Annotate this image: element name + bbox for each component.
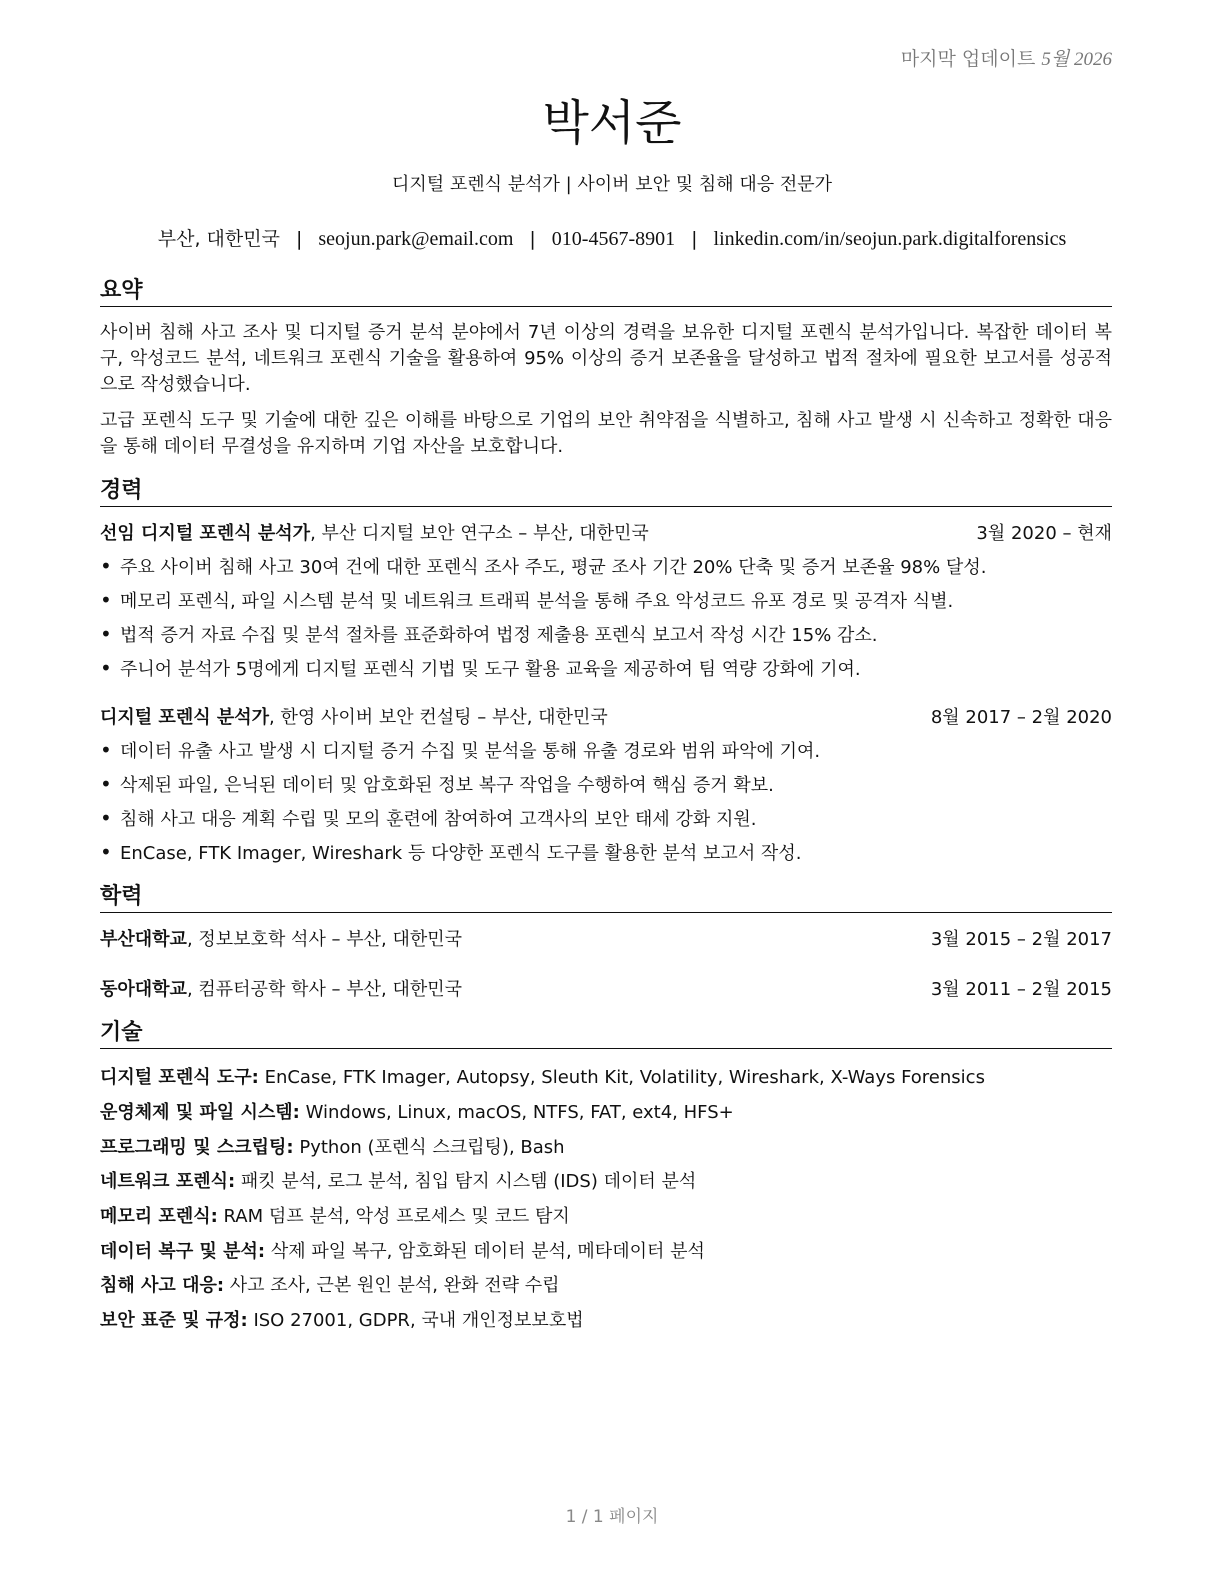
job-bullet	[100, 554, 1112, 580]
skill-line	[100, 1205, 1112, 1229]
job-bullet	[100, 622, 1112, 648]
skills-heading: 기술	[100, 1020, 1112, 1049]
bullet-text: 주니어 분석가 5명에게 디지털 포렌식 기법 및 도구 활용 교육을 제공하여 팀 역량 강화에 기여.	[120, 659, 861, 680]
skill-value: 사고 조사, 근본 원인 분석, 완화 전략 수립	[224, 1275, 560, 1296]
job-role: 선임 디지털 포렌식 분석가	[100, 523, 311, 544]
job-header	[100, 706, 1112, 730]
experience-heading: 경력	[100, 478, 1112, 507]
contact-line	[0, 224, 1224, 251]
bullet-icon: •	[100, 806, 112, 830]
job-bullet	[100, 738, 1112, 764]
skill-value: Python (포렌식 스크립팅), Bash	[293, 1137, 565, 1158]
separator: |	[295, 228, 303, 250]
skill-line	[100, 1101, 1112, 1125]
bullet-icon: •	[100, 738, 112, 762]
contact-email[interactable]: seojun.park@email.com	[318, 228, 514, 250]
skill-value: ISO 27001, GDPR, 국내 개인정보보호법	[247, 1310, 584, 1331]
education-item	[100, 928, 1112, 952]
skill-line	[100, 1309, 1112, 1333]
last-updated	[901, 44, 1112, 71]
tagline: 디지털 포렌식 분석가 | 사이버 보안 및 침해 대응 전문가	[391, 174, 833, 195]
job-org: , 부산 디지털 보안 연구소 – 부산, 대한민국	[310, 523, 649, 544]
education-item	[100, 978, 1112, 1002]
skill-label: 침해 사고 대응:	[100, 1275, 225, 1296]
bullet-text: 법적 증거 자료 수집 및 분석 절차를 표준화하여 법정 제출용 포렌식 보고서 작성 시간 15% 감소.	[120, 625, 878, 646]
skill-label: 운영체제 및 파일 시스템:	[100, 1102, 300, 1123]
contact-location: 부산, 대한민국	[157, 228, 280, 250]
bullet-text: 삭제된 파일, 은닉된 데이터 및 암호화된 정보 복구 작업을 수행하여 핵심 증거 확보.	[120, 775, 774, 796]
bullet-icon: •	[100, 622, 112, 646]
education-dates: 3월 2015 – 2월 2017	[930, 929, 1112, 950]
last-updated-date: 5월 2026	[1041, 49, 1112, 70]
bullet-icon: •	[100, 554, 112, 578]
bullet-text: 침해 사고 대응 계획 수립 및 모의 훈련에 참여하여 고객사의 보안 태세 강화 지원.	[120, 809, 757, 830]
summary-paragraph: 고급 포렌식 도구 및 기술에 대한 깊은 이해를 바탕으로 기업의 보안 취약점을 식별하고, 침해 사고 발생 시 신속하고 정확한 대응을 통해 데이터 무결성을 유지하며 기업 자산을 보호합니다.	[100, 410, 1112, 457]
bullet-text: 메모리 포렌식, 파일 시스템 분석 및 네트워크 트래픽 분석을 통해 주요 악성코드 유포 경로 및 공격자 식별.	[120, 591, 954, 612]
skill-value: 패킷 분석, 로그 분석, 침입 탐지 시스템 (IDS) 데이터 분석	[235, 1171, 697, 1192]
skill-label: 보안 표준 및 규정:	[100, 1310, 248, 1331]
job-bullet	[100, 656, 1112, 682]
bullet-icon: •	[100, 772, 112, 796]
bullet-text: 주요 사이버 침해 사고 30여 건에 대한 포렌식 조사 주도, 평균 조사 기간 20% 단축 및 증거 보존율 98% 달성.	[120, 557, 987, 578]
job-role: 디지털 포렌식 분석가	[100, 707, 270, 728]
skill-label: 네트워크 포렌식:	[100, 1171, 236, 1192]
job-bullet	[100, 588, 1112, 614]
summary-heading: 요약	[100, 278, 1112, 307]
summary-paragraph: 사이버 침해 사고 조사 및 디지털 증거 분석 분야에서 7년 이상의 경력을 보유한 디지털 포렌식 분석가입니다. 복잡한 데이터 복구, 악성코드 분석, 네트워크 포렌식 기술을 활용하여 95% 이상의 증거 보존율을 달성하고 법적 절차에 필요한 보고서를 성공적으로 작성했습니다.	[100, 322, 1112, 395]
skill-line	[100, 1274, 1112, 1298]
candidate-name: 박서준	[542, 95, 682, 151]
bullet-text: 데이터 유출 사고 발생 시 디지털 증거 수집 및 분석을 통해 유출 경로와 범위 파악에 기여.	[120, 741, 821, 762]
skill-value: 삭제 파일 복구, 암호화된 데이터 분석, 메타데이터 분석	[265, 1241, 705, 1262]
separator: |	[691, 228, 698, 250]
skill-line	[100, 1136, 1112, 1160]
education-dates: 3월 2011 – 2월 2015	[930, 979, 1112, 1000]
contact-linkedin[interactable]: linkedin.com/in/seojun.park.digitalforensics	[713, 228, 1067, 250]
job-bullet	[100, 840, 1112, 866]
job-header	[100, 522, 1112, 546]
skill-value: EnCase, FTK Imager, Autopsy, Sleuth Kit, Volatility, Wireshark, X-Ways Forensics	[258, 1067, 985, 1088]
last-updated-label: 마지막 업데이트	[900, 48, 1036, 70]
job-bullet	[100, 806, 1112, 832]
bullet-text: EnCase, FTK Imager, Wireshark 등 다양한 포렌식 도구를 활용한 분석 보고서 작성.	[120, 843, 802, 864]
job-dates: 3월 2020 – 현재	[976, 523, 1112, 544]
skill-label: 메모리 포렌식:	[100, 1206, 218, 1227]
education-heading: 학력	[100, 884, 1112, 913]
page-indicator: 1 / 1 페이지	[565, 1507, 659, 1527]
skill-label: 프로그래밍 및 스크립팅:	[100, 1137, 294, 1158]
school-name: 동아대학교	[100, 979, 187, 1000]
skill-label: 디지털 포렌식 도구:	[100, 1067, 259, 1088]
skill-value: RAM 덤프 분석, 악성 프로세스 및 코드 탐지	[217, 1206, 570, 1227]
bullet-icon: •	[100, 588, 112, 612]
contact-phone[interactable]: 010-4567-8901	[551, 228, 676, 250]
skill-line	[100, 1240, 1112, 1264]
degree-detail: , 컴퓨터공학 학사 – 부산, 대한민국	[186, 979, 463, 1000]
separator: |	[529, 228, 536, 250]
degree-detail: , 정보보호학 석사 – 부산, 대한민국	[186, 929, 463, 950]
skill-label: 데이터 복구 및 분석:	[100, 1241, 266, 1262]
skill-line	[100, 1170, 1112, 1194]
job-dates: 8월 2017 – 2월 2020	[930, 707, 1112, 728]
bullet-icon: •	[100, 656, 112, 680]
bullet-icon: •	[100, 840, 112, 864]
skill-value: Windows, Linux, macOS, NTFS, FAT, ext4, HFS+	[299, 1102, 734, 1123]
skill-line	[100, 1066, 1112, 1090]
job-org: , 한영 사이버 보안 컨설팅 – 부산, 대한민국	[269, 707, 608, 728]
school-name: 부산대학교	[100, 929, 187, 950]
job-bullet	[100, 772, 1112, 798]
